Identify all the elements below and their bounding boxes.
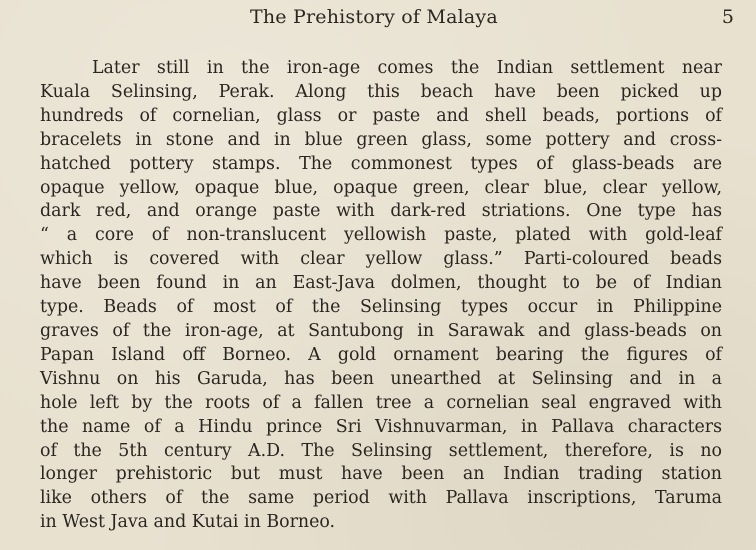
body-paragraph	[40, 57, 722, 535]
paragraph-line: Later still in the iron-age comes the Indian settlement near	[92, 58, 722, 78]
paragraph-line: in West Java and Kutai in Borneo.	[40, 512, 336, 533]
paragraph-line: longer prehistoric but must have been an Indian trading station	[40, 464, 722, 485]
paragraph-line: Papan Island off Borneo. A gold ornament bearing the figures of	[40, 344, 722, 365]
paragraph-line: which is covered with clear yellow glass.” Parti-coloured beads	[40, 249, 722, 270]
paragraph-line: graves of the iron-age, at Santubong in Sarawak and glass-beads on	[40, 320, 722, 341]
paragraph-line: the name of a Hindu prince Sri Vishnuvarman, in Pallava characters	[40, 416, 722, 437]
paragraph-line: bracelets in stone and in blue green glass, some pottery and cross-	[40, 129, 722, 150]
paragraph-line: hole left by the roots of a fallen tree a cornelian seal engraved with	[40, 392, 722, 413]
paragraph-line: opaque yellow, opaque blue, opaque green, clear blue, clear yellow,	[40, 177, 722, 198]
paragraph-line: Vishnu on his Garuda, has been unearthed at Selinsing and in a	[40, 368, 722, 389]
paragraph-line: type. Beads of most of the Selinsing types occur in Philippine	[40, 297, 722, 318]
paragraph-line: like others of the same period with Pallava inscriptions, Taruma	[40, 488, 722, 509]
paragraph-line: Kuala Selinsing, Perak. Along this beach have been picked up	[40, 81, 722, 102]
paragraph-line: hundreds of cornelian, glass or paste and shell beads, portions of	[40, 105, 722, 126]
paragraph-line: dark red, and orange paste with dark-red striations. One type has	[40, 201, 722, 222]
paragraph-line: have been found in an East-Java dolmen, thought to be of Indian	[40, 273, 722, 294]
page-number: 5	[721, 6, 734, 28]
paragraph-line: of the 5th century A.D. The Selinsing settlement, therefore, is no	[40, 440, 722, 461]
running-title: The Prehistory of Malaya	[250, 6, 498, 28]
running-head	[0, 6, 756, 32]
paragraph-line: “ a core of non-translucent yellowish paste, plated with gold-leaf	[40, 225, 722, 246]
paragraph-line: hatched pottery stamps. The commonest types of glass-beads are	[40, 153, 722, 174]
